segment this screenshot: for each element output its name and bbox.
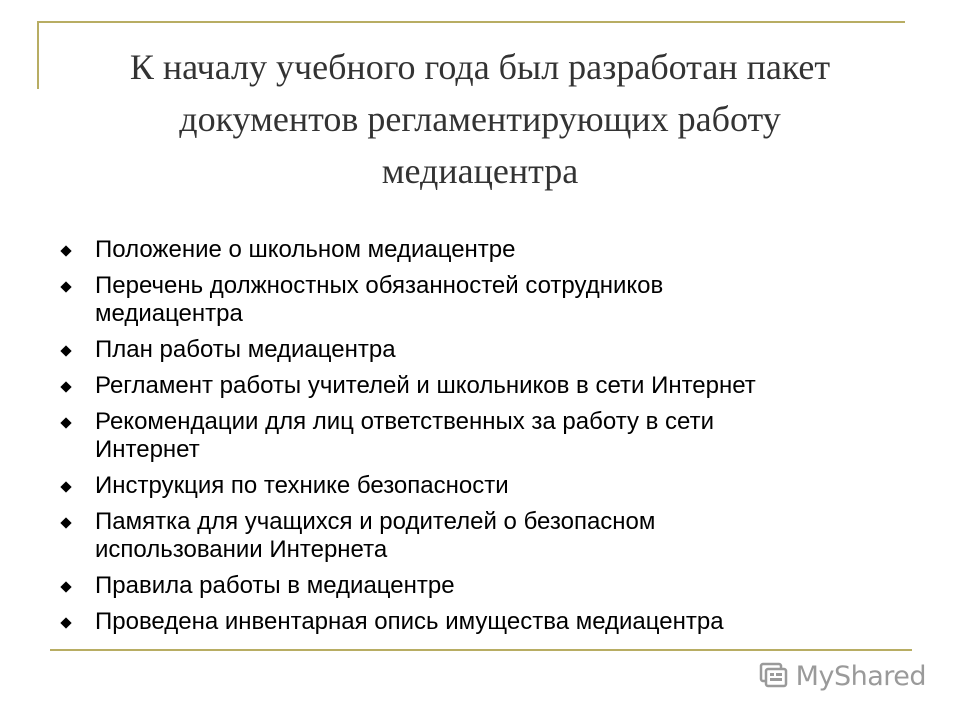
list-item <box>50 608 910 636</box>
diamond-bullet-icon <box>60 617 71 628</box>
myshared-watermark[interactable] <box>758 658 926 694</box>
list-item <box>50 508 910 564</box>
diamond-bullet-icon <box>60 517 71 528</box>
list-item <box>50 236 910 264</box>
list-item <box>50 336 910 364</box>
diamond-bullet-icon <box>60 481 71 492</box>
slide-title-line: медиацентра <box>381 151 579 191</box>
list-item <box>50 408 910 464</box>
slide-title-line: К началу учебного года был разработан пакет <box>129 47 831 87</box>
diamond-bullet-icon <box>60 245 71 256</box>
list-item <box>50 372 910 400</box>
frame-left-line <box>37 21 39 89</box>
list-item <box>50 272 910 328</box>
list-item-text: Памятка для учащихся и родителей о безопасном использовании Интернета <box>95 508 656 563</box>
diamond-bullet-icon <box>60 381 71 392</box>
diamond-bullet-icon <box>60 345 71 356</box>
diamond-bullet-icon <box>60 281 71 292</box>
list-item-text: Перечень должностных обязанностей сотрудников медиацентра <box>95 272 664 327</box>
slide-title-line: документов регламентирующих работу <box>179 99 781 139</box>
list-item-text: Положение о школьном медиацентре <box>95 236 516 263</box>
list-item-text: Проведена инвентарная опись имущества медиацентра <box>95 608 724 635</box>
list-item-text: Рекомендации для лиц ответственных за работу в сети Интернет <box>95 408 714 463</box>
list-item <box>50 472 910 500</box>
document-list <box>50 236 910 644</box>
list-item-text: План работы медиацентра <box>95 336 396 363</box>
slide-title <box>40 41 920 197</box>
watermark-text: MyShared <box>795 660 926 692</box>
frame-top-line <box>37 21 905 23</box>
diamond-bullet-icon <box>60 417 71 428</box>
list-item-text: Инструкция по технике безопасности <box>95 472 509 499</box>
list-item-text: Регламент работы учителей и школьников в сети Интернет <box>95 372 756 399</box>
list-item-text: Правила работы в медиацентре <box>95 572 455 599</box>
frame-bottom-line <box>50 649 912 651</box>
diamond-bullet-icon <box>60 581 71 592</box>
myshared-logo-icon <box>758 661 792 691</box>
list-item <box>50 572 910 600</box>
